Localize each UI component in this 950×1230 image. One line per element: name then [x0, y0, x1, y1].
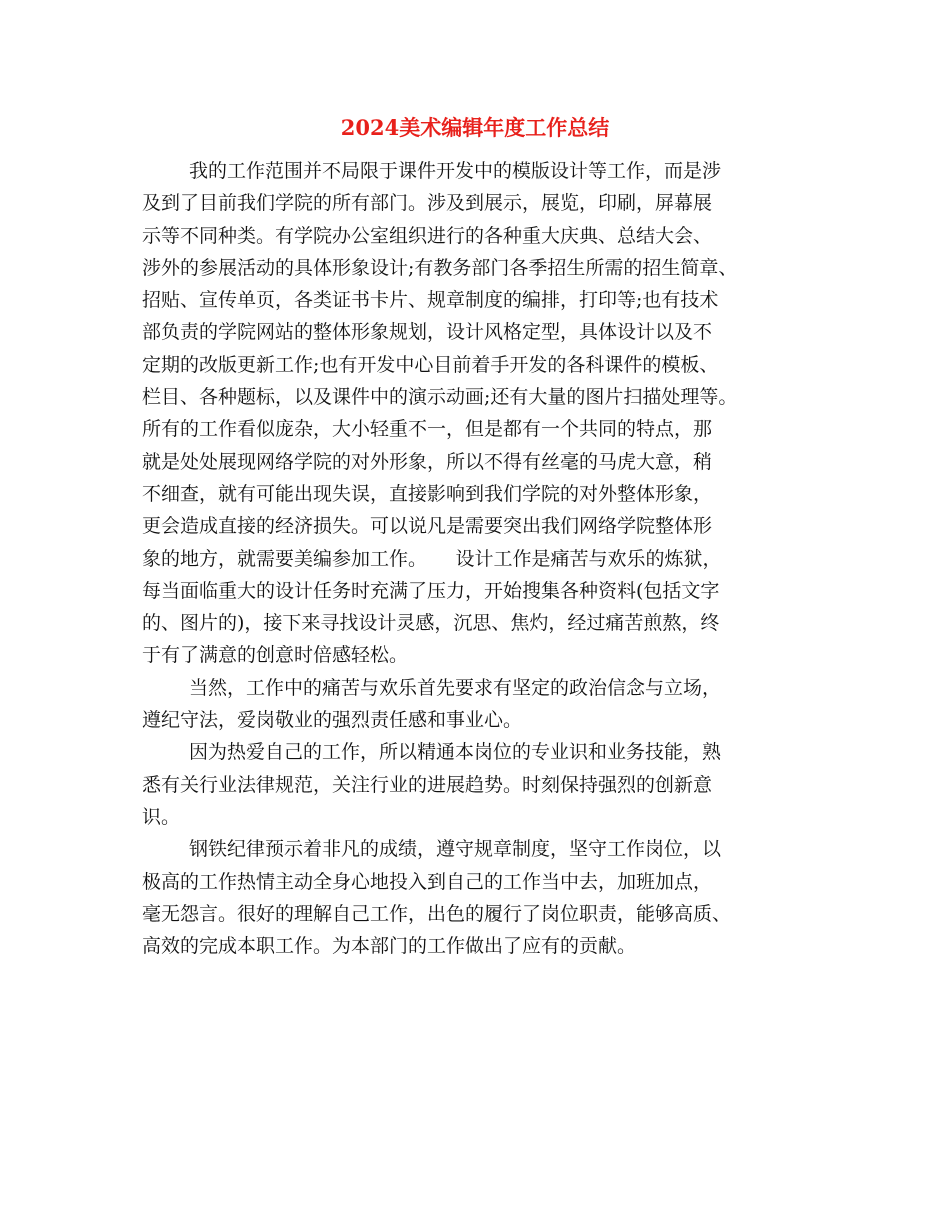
paragraph-line: 栏目、各种题标，以及课件中的演示动画;还有大量的图片扫描处理等。	[142, 386, 738, 409]
paragraph-line: 所有的工作看似庞杂，大小轻重不一，但是都有一个共同的特点，那	[142, 418, 713, 441]
paragraph-line: 示等不同种类。有学院办公室组织进行的各种重大庆典、总结大会、	[142, 224, 713, 247]
paragraph-line: 招贴、宣传单页，各类证书卡片、规章制度的编排，打印等;也有技术	[142, 289, 719, 312]
paragraph-line: 涉外的参展活动的具体形象设计;有教务部门各季招生所需的招生简章、	[142, 256, 738, 279]
paragraph-line: 高效的完成本职工作。为本部门的工作做出了应有的贡献。	[142, 935, 637, 958]
paragraph-line: 不细查，就有可能出现失误，直接影响到我们学院的对外整体形象，	[142, 482, 713, 505]
document-body	[142, 155, 822, 962]
paragraph-line: 因为热爱自己的工作，所以精通本岗位的专业识和业务技能，熟	[189, 741, 722, 764]
paragraph-line: 遵纪守法，爱岗敬业的强烈责任感和事业心。	[142, 709, 523, 732]
paragraph-line: 的、图片的)，接下来寻找设计灵感，沉思、焦灼，经过痛苦煎熬，终	[142, 612, 720, 635]
paragraph-line: 每当面临重大的设计任务时充满了压力，开始搜集各种资料(包括文字	[142, 579, 720, 602]
paragraph-line: 定期的改版更新工作;也有开发中心目前着手开发的各科课件的模板、	[142, 353, 719, 376]
paragraph-line: 识。	[142, 805, 181, 828]
paragraph-line: 于有了满意的创意时倍感轻松。	[142, 644, 409, 667]
paragraph-line: 当然，工作中的痛苦与欢乐首先要求有坚定的政治信念与立场，	[189, 676, 722, 699]
paragraph-line: 部负责的学院网站的整体形象规划，设计风格定型，具体设计以及不	[142, 321, 713, 344]
document-title: 2024美术编辑年度工作总结	[340, 115, 610, 140]
paragraph-line: 我的工作范围并不局限于课件开发中的模版设计等工作，而是涉	[189, 160, 722, 182]
paragraph-line: 象的地方，就需要美编参加工作。 设计工作是痛苦与欢乐的炼狱，	[142, 547, 722, 570]
paragraph-line: 及到了目前我们学院的所有部门。涉及到展示，展览，印刷，屏幕展	[142, 192, 713, 215]
paragraph-line: 极高的工作热情主动全身心地投入到自己的工作当中去，加班加点，	[142, 870, 713, 893]
paragraph-line: 就是处处展现网络学院的对外形象，所以不得有丝毫的马虎大意，稍	[142, 450, 713, 473]
paragraph-line: 悉有关行业法律规范，关注行业的进展趋势。时刻保持强烈的创新意	[142, 773, 713, 796]
paragraph-line: 钢铁纪律预示着非凡的成绩，遵守规章制度，坚守工作岗位，以	[189, 838, 722, 861]
paragraph-line: 毫无怨言。很好的理解自己工作，出色的履行了岗位职责，能够高质、	[142, 902, 732, 925]
paragraph-line: 更会造成直接的经济损失。可以说凡是需要突出我们网络学院整体形	[142, 515, 713, 538]
